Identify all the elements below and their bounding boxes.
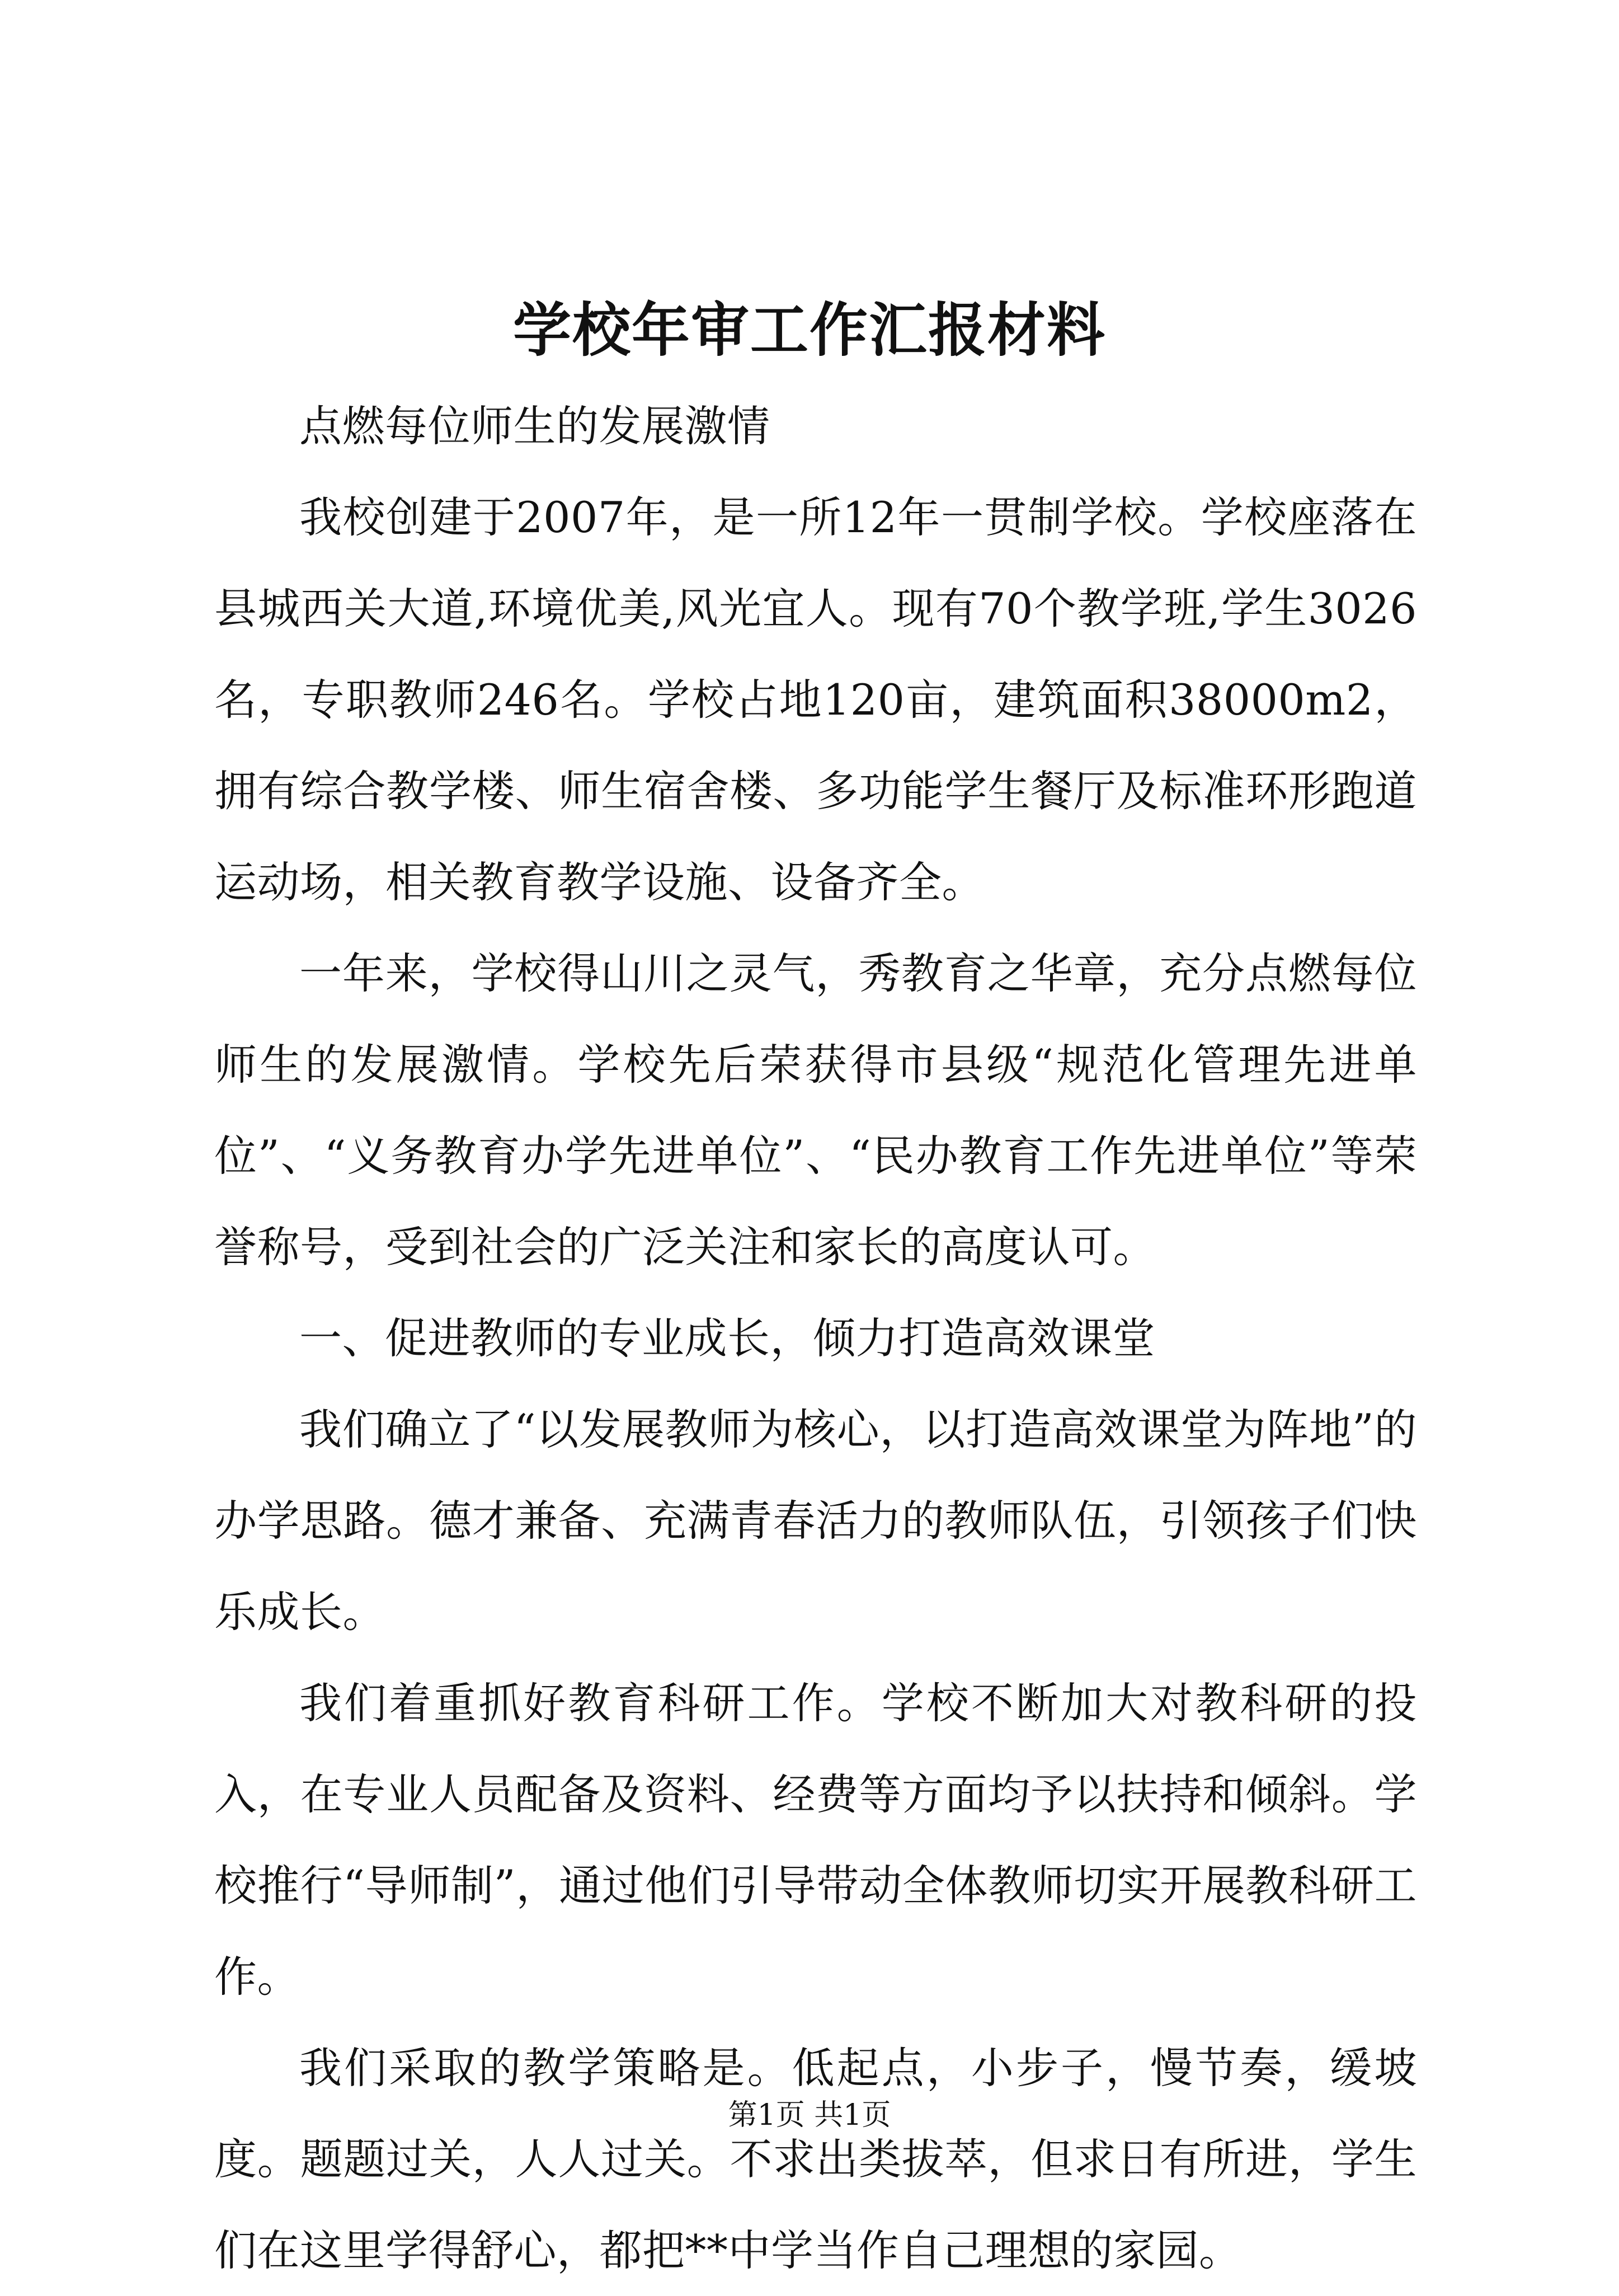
paragraph-teaching-strategy: 我们采取的教学策略是。低起点，小步子，慢节奏，缓坡度。题题过关，人人过关。不求出类拔萃，但求日有所进，学生们在这里学得舒心，都把**中学当作自己理想的家园。: [214, 2043, 1417, 2275]
paragraph-achievements: 一年来，学校得山川之灵气，秀教育之华章，充分点燃每位师生的发展激情。学校先后荣获得市县级“规范化管理先进单位”、“义务教育办学先进单位”、“民办教育工作先进单位”等荣誉称号，受到社会的广泛关注和家长的高度认可。: [214, 949, 1417, 1272]
paragraph-subtitle: 点燃每位师生的发展激情: [299, 401, 770, 451]
document-body: [214, 381, 1417, 2296]
paragraph-research: 我们着重抓好教育科研工作。学校不断加大对教科研的投入，在专业人员配备及资料、经费等方面均予以扶持和倾斜。学校推行“导师制”，通过他们引导带动全体教师切实开展教科研工作。: [214, 1678, 1417, 2002]
page-number-footer: 第1页 共1页: [728, 2098, 891, 2132]
section-heading-teacher-growth: 一、促进教师的专业成长，倾力打造高效课堂: [299, 1313, 1155, 1363]
paragraph-philosophy: 我们确立了“以发展教师为核心，以打造高效课堂为阵地”的办学思路。德才兼备、充满青春活力的教师队伍，引领孩子们快乐成长。: [214, 1405, 1417, 1637]
document-title: 学校年审工作汇报材料: [512, 295, 1106, 364]
paragraph-school-overview: 我校创建于2007年，是一所12年一贯制学校。学校座落在县城西关大道,环境优美,风光宜人。现有70个教学班,学生3026名，专职教师246名。学校占地120亩，建筑面积38000m2，拥有综合教学楼、师生宿舍楼、多功能学生餐厅及标准环形跑道运动场，相关教育教学设施、设备齐全。: [214, 492, 1417, 907]
